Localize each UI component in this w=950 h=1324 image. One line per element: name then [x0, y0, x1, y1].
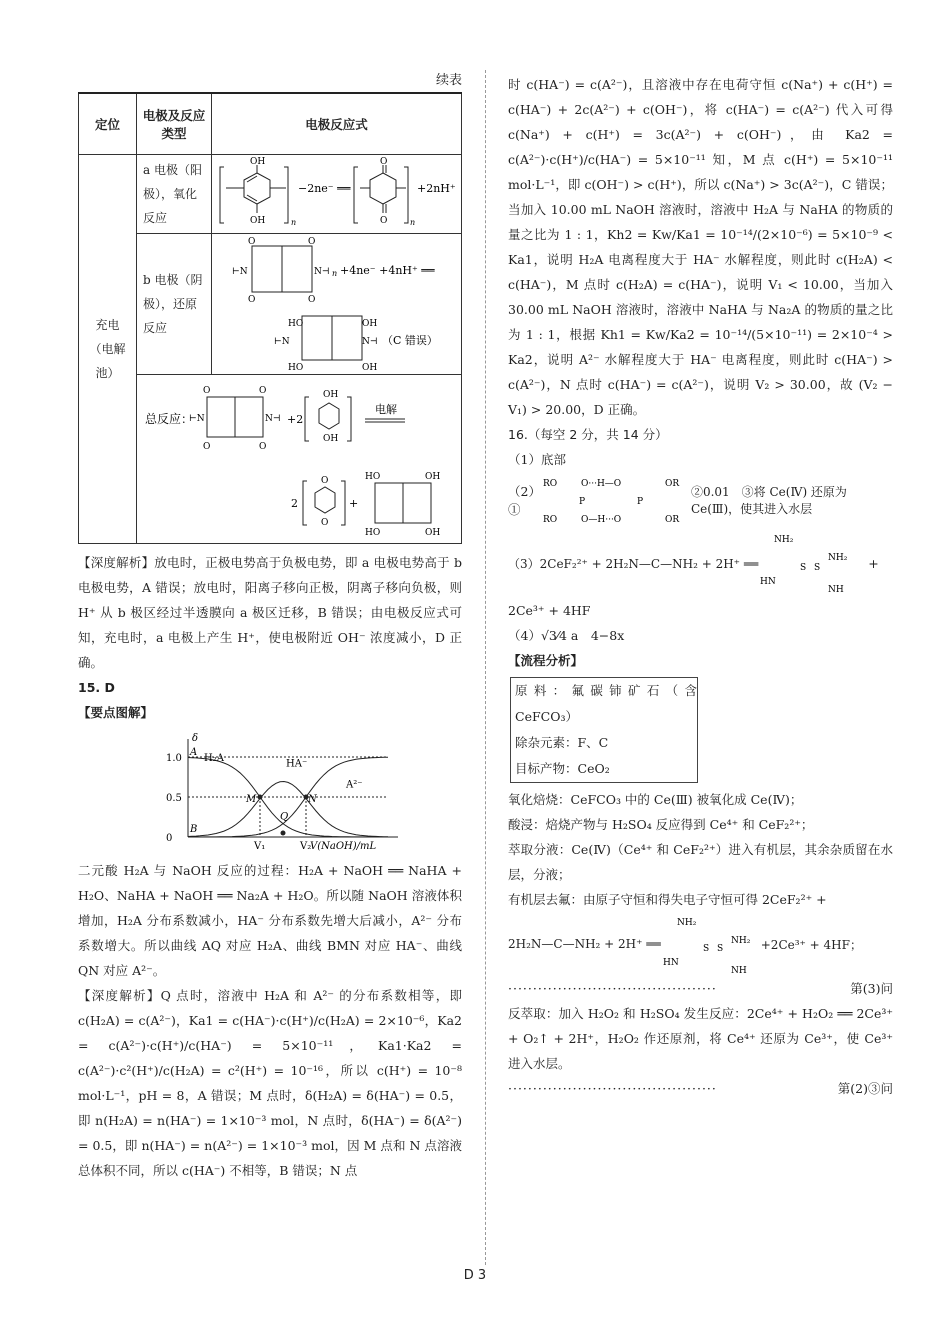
flow-raw: 原料：氟碳铈矿石（含 CeFCO₃） [515, 683, 697, 724]
y-tick-label-1: 0.5 [166, 793, 182, 804]
column-divider [485, 70, 486, 1265]
flow-title: 【流程分析】 [508, 653, 584, 668]
defluorination-equation [508, 912, 893, 976]
svg-text:O···H—O: O···H—O [580, 479, 622, 489]
total-structure [143, 375, 455, 543]
intersection-dot-0 [258, 795, 263, 800]
svg-text:O: O [203, 442, 211, 452]
point-label-Q: Q [280, 811, 289, 823]
svg-text:S: S [716, 944, 723, 954]
svg-text:⊢N: ⊢N [274, 337, 290, 347]
eq-a-mid-text: −2ne⁻ ══ [298, 182, 351, 195]
question-16: 16.（每空 2 分，共 14 分） [508, 427, 668, 442]
svg-text:OH: OH [323, 434, 339, 444]
formamidine-disulfide-structure-2 [661, 913, 761, 975]
flow-box [510, 677, 698, 783]
svg-text:O—H···O: O—H···O [580, 515, 622, 525]
electrode-a-cell: a 电极（阳极），氧化反应 [137, 155, 212, 234]
svg-text:RO: RO [542, 515, 558, 525]
svg-text:P: P [636, 497, 644, 507]
th-equation: 电极反应式 [212, 93, 462, 155]
row-charge-label: 充电（电解池） [79, 155, 137, 544]
ref-q2-3-label: 第(2)③问 [837, 1081, 893, 1096]
question-15: 15. D [78, 680, 115, 695]
svg-text:OH: OH [362, 319, 378, 329]
eq-a-right-text: +2nH⁺ [417, 182, 456, 195]
svg-text:NH: NH [730, 966, 747, 976]
svg-text:OR: OR [664, 479, 680, 489]
svg-text:⊢N: ⊢N [232, 267, 248, 277]
formamidine-disulfide-structure [758, 530, 868, 596]
step-back-extraction: 反萃取：加入 H₂O₂ 和 H₂SO₄ 发生反应：2Ce⁴⁺ + H₂O₂ ══ 2Ce³⁺ + O₂↑ + 2H⁺，H₂O₂ 作还原剂，将 Ce⁴⁺ 还原为 Ce³⁺，使 Ce³⁺ 进入水层。 [508, 1006, 893, 1071]
svg-text:OH: OH [250, 157, 266, 167]
left-column [78, 70, 462, 1183]
distribution-chart [78, 725, 462, 855]
page-number: D 3 [463, 1268, 487, 1283]
table-continued-label: 续表 [435, 73, 462, 88]
step-acid-leach: 酸浸：焙烧产物与 H₂SO₄ 反应得到 Ce⁴⁺ 和 CeF₂²⁺； [508, 817, 814, 832]
electrode-b-cell: b 电极（阴极），还原反应 [137, 234, 212, 375]
flow-product: 目标产物：CeO₂ [515, 761, 610, 776]
answer-2-label: （2）① [508, 484, 541, 517]
y-tick-label-2: 1.0 [166, 753, 182, 764]
answer-1: （1）底部 [508, 452, 566, 467]
svg-text:OH: OH [250, 216, 266, 226]
svg-text:HO: HO [365, 472, 381, 482]
svg-text:HN: HN [760, 577, 777, 587]
eq-a-structure [212, 155, 456, 233]
th-electrode: 电极及反应类型 [137, 93, 212, 155]
svg-text:O: O [203, 386, 211, 396]
eq-a-cell [212, 155, 462, 234]
analysis-15-continued: 时 c(HA⁻) = c(A²⁻)，且溶液中存在电荷守恒 c(Na⁺) + c(H⁺) = c(HA⁻) + 2c(A²⁻) + c(OH⁻)，将 c(HA⁻) = c(A²⁻) 代入可得 c(Na⁺) + c(H⁺) = 3c(A²⁻) + c(OH⁻)，由 Ka2 = c(A²⁻)·c(H⁺)/c(HA⁻) = 5×10⁻¹¹ 知，M 点 c(H⁺) = 5×10⁻¹¹ mol·L⁻¹，即 c(OH⁻) > c(H⁺)，所以 c(Na⁺) > 3c(A²⁻)，C 错误；当加入 10.00 mL NaOH 溶液时，溶液中 H₂A 与 NaHA 的物质的量之比为 1 : 1，Kh2 = Kw/Ka1 = 10⁻¹⁴/(2×10⁻⁶) = 5×10⁻⁹ < Ka1，说明 H₂A 电离程度大于 HA⁻ 水解程度，则此时 c(H₂A) < c(HA⁻)，M 点时 c(H₂A) = c(HA⁻)，说明 V₁ < 10.00，当加入 30.00 mL NaOH 溶液时，溶液中 NaHA 与 Na₂A 的物质的量之比为 1 : 1，根据 Kh1 = Kw/Ka2 = 10⁻¹⁴/(5×10⁻¹¹) = 2×10⁻⁴ > Ka2，说明 A²⁻ 水解程度大于 HA⁻ 电离程度，则此时 c(HA⁻) > c(A²⁻)，N 点时 c(HA⁻) = c(A²⁻)，说明 V₂ > 30.00，故 (V₂ − V₁) > 20.00，D 正确。 [508, 77, 893, 417]
ref-q2-3: ·········································· 第(2)③问 [508, 1076, 893, 1101]
total-plus: +2 [287, 413, 304, 426]
y-tick-label-0: 0 [166, 833, 173, 844]
eq-b-cell [212, 234, 462, 375]
point-label-A: A [190, 747, 198, 758]
ref-q3-label: 第(3)问 [850, 981, 893, 996]
svg-text:NH₂: NH₂ [774, 535, 794, 545]
svg-text:O: O [259, 386, 267, 396]
svg-text:HO: HO [365, 528, 381, 538]
svg-text:n: n [332, 269, 338, 278]
total-condition: 电解 [375, 403, 397, 416]
svg-text:NH₂: NH₂ [676, 918, 697, 928]
svg-text:OH: OH [323, 390, 339, 400]
svg-text:NH₂: NH₂ [730, 936, 751, 946]
svg-text:NH: NH [828, 585, 845, 595]
point-label-B: B [190, 824, 198, 836]
answer-2 [508, 472, 893, 528]
point-label-M: M [246, 793, 257, 805]
svg-text:HO: HO [288, 319, 304, 329]
svg-text:OH: OH [362, 363, 378, 373]
step-extraction: 萃取分液：Ce(Ⅳ)（Ce⁴⁺ 和 CeF₂²⁺）进入有机层，其余杂质留在水层，分液； [508, 842, 893, 882]
svg-text:N⊣: N⊣ [314, 267, 330, 277]
intersection-dot-2 [281, 831, 286, 836]
svg-text:O: O [321, 518, 329, 528]
svg-text:OR: OR [664, 515, 680, 525]
svg-text:OH: OH [425, 528, 441, 538]
eq-b-structure [212, 234, 452, 374]
svg-text:n: n [410, 218, 416, 227]
svg-text:⊢N: ⊢N [189, 414, 205, 424]
total-prod-coef: 2 [291, 497, 298, 510]
reaction-process: 二元酸 H₂A 与 NaOH 反应的过程：H₂A + NaOH ══ NaHA + H₂O、NaHA + NaOH ══ Na₂A + H₂O。所以随 NaOH 溶液体积增加，H₂A 分布系数减小，HA⁻ 分布系数先增大后减小，A²⁻ 分布系数增大。所以曲线 AQ 对应 H₂A、曲线 BMN 对应 HA⁻、曲线 QN 对应 A²⁻。 [78, 863, 462, 978]
svg-text:S: S [800, 563, 807, 573]
answer-3-right: 2Ce³⁺ + 4HF [508, 603, 591, 618]
step-oxidation: 氧化焙烧：CeFCO₃ 中的 Ce(Ⅲ) 被氧化成 Ce(Ⅳ)； [508, 792, 803, 807]
answer-3-left: （3）2CeF₂²⁺ + 2H₂N—C—NH₂ + 2H⁺ ══ [508, 556, 759, 571]
step-defluorination: 有机层去氟：由原子守恒和得失电子守恒可得 2CeF₂²⁺ + [508, 892, 827, 907]
svg-text:RO: RO [542, 479, 558, 489]
svg-text:P: P [578, 497, 586, 507]
analysis-15: 【深度解析】Q 点时，溶液中 H₂A 和 A²⁻ 的分布系数相等，即 c(H₂A) = c(A²⁻)，Ka1 = c(HA⁻)·c(H⁺)/c(H₂A) = 2×10⁻⁶，Ka2 = c(A²⁻)·c(H⁺)/c(HA⁻) = 5×10⁻¹¹，Ka1·Ka2 = c(A²⁻)·c²(H⁺)/c(H₂A) = c²(H⁺) = 10⁻¹⁶，所以 c(H⁺) = 10⁻⁸ mol·L⁻¹，pH = 8，A 错误；M 点时，δ(H₂A) = δ(HA⁻) = 0.5，即 n(H₂A) = n(HA⁻) = 1×10⁻³ mol，N 点时，δ(HA⁻) = δ(A²⁻) = 0.5，即 n(HA⁻) = n(A²⁻) = 1×10⁻³ mol，因 M 点和 N 点溶液总体积不同，所以 c(HA⁻) 不相等，B 错误；N 点 [78, 988, 462, 1178]
svg-text:O: O [380, 216, 388, 226]
x-mark-label-0: V₁ [254, 841, 266, 852]
flow-impurity: 除杂元素：F、C [515, 735, 609, 750]
svg-text:O: O [321, 476, 329, 486]
series-label-2: A²⁻ [346, 779, 363, 791]
defluorination-eq-right: +2Ce³⁺ + 4HF； [760, 937, 862, 952]
svg-text:HN: HN [662, 958, 679, 968]
answer-2-rest: ②0.01 ③将 Ce(Ⅳ) 还原为 Ce(Ⅲ)，使其进入水层 [690, 485, 847, 516]
svg-text:n: n [291, 218, 297, 227]
svg-text:HO: HO [288, 363, 304, 373]
svg-text:O: O [248, 237, 256, 247]
phosphate-dimer-structure [541, 472, 691, 528]
svg-text:S: S [702, 944, 709, 954]
total-label: 总反应： [145, 412, 194, 426]
th-position: 定位 [79, 93, 137, 155]
defluorination-eq-left: 2H₂N—C—NH₂ + 2H⁺ ══ [508, 937, 661, 951]
svg-text:S: S [814, 563, 821, 573]
total-cell [137, 375, 462, 544]
svg-text:NH₂: NH₂ [828, 553, 848, 563]
x-mark-label-1: V₂ [300, 841, 312, 852]
x-axis-label: V(NaOH)/mL [310, 841, 377, 852]
analysis-14: 【深度解析】放电时，正极电势高于负极电势，即 a 电极电势高于 b 电极电势，A 错误；放电时，阳离子移向正极，阴离子移向负极，则 H⁺ 从 b 极区经过半透膜向 a 极区迁移，B 错误；由电极反应式可知，充电时，a 电极上产生 H⁺，使电极附近 OH⁻ 浓度减小，D 正确。 [78, 555, 462, 670]
electrode-table [78, 92, 462, 544]
y-axis-label: δ [192, 733, 199, 744]
svg-text:N⊣: N⊣ [265, 414, 281, 424]
svg-text:O: O [380, 157, 388, 167]
answer-3-plus: + [868, 555, 879, 571]
point-label-N: N [308, 793, 317, 805]
svg-text:N⊣: N⊣ [362, 337, 378, 347]
series-label-0: H₂A [204, 753, 224, 764]
answer-4: （4）√3⁄4 a 4−8x [508, 628, 625, 643]
svg-text:OH: OH [425, 472, 441, 482]
eq-b-note: （C 错误） [382, 334, 438, 347]
key-diagram-title: 【要点图解】 [78, 705, 154, 720]
svg-text:O: O [248, 295, 256, 305]
answer-3 [508, 528, 893, 598]
svg-text:O: O [308, 237, 316, 247]
series-label-1: HA⁻ [286, 758, 308, 770]
total-prod-plus: + [349, 497, 359, 510]
svg-text:O: O [308, 295, 316, 305]
right-column [508, 72, 893, 1101]
eq-b-text: +4ne⁻ +4nH⁺ ══ [340, 264, 435, 277]
ref-q3: ·········································· 第(3)问 [508, 976, 893, 1001]
svg-text:O: O [259, 442, 267, 452]
